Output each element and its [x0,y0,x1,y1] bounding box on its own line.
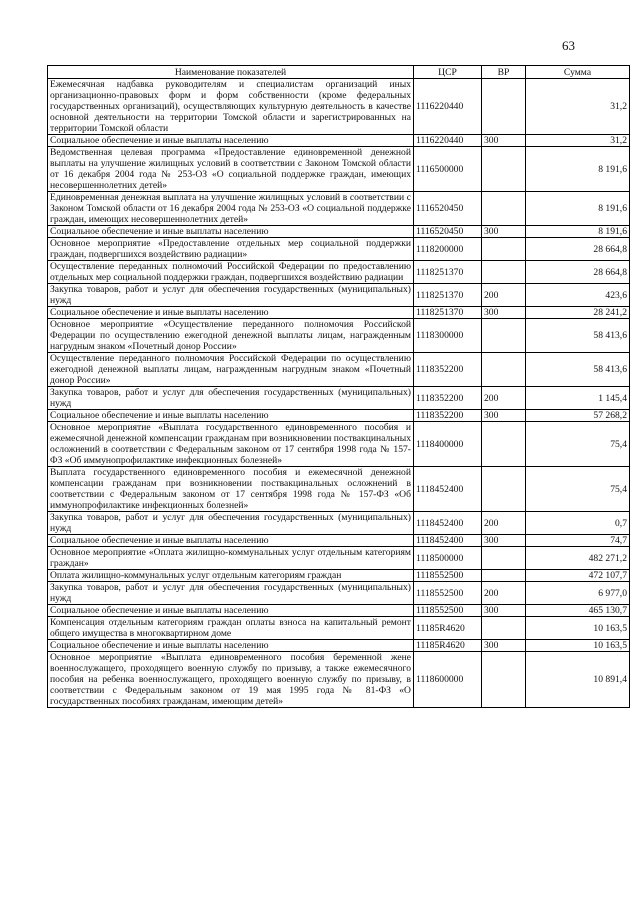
row-vr-cell [482,547,526,570]
row-code-cell: 1118600000 [414,652,482,708]
table-row [48,582,630,605]
row-name-cell: Социальное обеспечение и иные выплаты населению [48,135,414,147]
header-name: Наименование показателей [48,66,414,79]
row-sum-cell: 482 271,2 [526,547,630,570]
row-name-cell: Ежемесячная надбавка руководителям и специалистам организаций иных организационно-правовых форм и форм собственности (кроме федеральных государственных организаций), осуществляющих культурную деятельность в качестве основной деятельности на территории Томской области и зарегистрированных на территории Томской области [48,79,414,135]
row-code-cell: 11185R4620 [414,617,482,640]
row-sum-cell: 28 241,2 [526,307,630,319]
header-sum: Сумма [526,66,630,79]
table-row [48,238,630,261]
row-sum-cell: 28 664,8 [526,261,630,284]
table-row [48,547,630,570]
row-vr-cell: 300 [482,135,526,147]
row-code-cell: 1118352200 [414,353,482,387]
row-vr-cell [482,238,526,261]
row-code-cell: 1118452400 [414,467,482,512]
row-sum-cell: 31,2 [526,79,630,135]
row-vr-cell: 300 [482,605,526,617]
row-sum-cell: 28 664,8 [526,238,630,261]
table-row [48,307,630,319]
row-sum-cell: 74,7 [526,535,630,547]
row-code-cell: 1118400000 [414,422,482,467]
row-code-cell: 1118251370 [414,261,482,284]
row-sum-cell: 31,2 [526,135,630,147]
row-code-cell: 1118500000 [414,547,482,570]
row-vr-cell: 300 [482,226,526,238]
row-code-cell: 1118552500 [414,582,482,605]
table-header-row [48,66,630,79]
row-sum-cell: 0,7 [526,512,630,535]
table-row [48,467,630,512]
row-vr-cell: 200 [482,284,526,307]
table-row [48,226,630,238]
row-sum-cell: 465 130,7 [526,605,630,617]
row-code-cell: 1116220440 [414,135,482,147]
row-sum-cell: 1 145,4 [526,387,630,410]
row-code-cell: 1118300000 [414,319,482,353]
table-row [48,605,630,617]
row-vr-cell: 300 [482,307,526,319]
row-name-cell: Оплата жилищно-коммунальных услуг отдельным категориям граждан [48,570,414,582]
row-name-cell: Компенсация отдельным категориям граждан оплаты взноса на капитальный ремонт общего имущества в многоквартирном доме [48,617,414,640]
row-vr-cell [482,617,526,640]
row-vr-cell [482,192,526,226]
row-name-cell: Выплата государственного единовременного пособия и ежемесячной денежной компенсации гражданам при возникновении поствакцинальных осложнений в соответствии с Федеральным законом от 17 сентября 1998 года № 157-ФЗ «Об иммунопрофилактике инфекционных болезней» [48,467,414,512]
row-code-cell: 1118452400 [414,512,482,535]
row-code-cell: 1118251370 [414,284,482,307]
table-row [48,535,630,547]
row-sum-cell: 75,4 [526,467,630,512]
row-sum-cell: 8 191,6 [526,226,630,238]
table-row [48,319,630,353]
table-row [48,284,630,307]
row-code-cell: 1118552500 [414,605,482,617]
row-sum-cell: 10 163,5 [526,640,630,652]
row-vr-cell [482,261,526,284]
row-vr-cell: 200 [482,512,526,535]
budget-table [47,65,630,708]
row-sum-cell: 10 163,5 [526,617,630,640]
page-number: 63 [562,38,575,53]
row-sum-cell: 58 413,6 [526,353,630,387]
row-sum-cell: 58 413,6 [526,319,630,353]
row-name-cell: Закупка товаров, работ и услуг для обеспечения государственных (муниципальных) нужд [48,582,414,605]
table-row [48,192,630,226]
row-code-cell: 1116520450 [414,226,482,238]
row-sum-cell: 75,4 [526,422,630,467]
row-name-cell: Основное мероприятие «Выплата единовременного пособия беременной жене военнослужащего, проходящего военную службу по призыву, а также ежемесячного пособия на ребенка военнослужащего, проходящего военную службу по призыву, в соответствии с Федеральным законом от 19 мая 1995 года № 81-ФЗ «О государственных пособиях гражданам, имеющим детей» [48,652,414,708]
row-sum-cell: 10 891,4 [526,652,630,708]
row-sum-cell: 6 977,0 [526,582,630,605]
row-code-cell: 1118452400 [414,535,482,547]
table-row [48,387,630,410]
header-code: ЦСР [414,66,482,79]
row-vr-cell [482,319,526,353]
row-code-cell: 1116220440 [414,79,482,135]
table-row [48,617,630,640]
table-row [48,147,630,192]
row-vr-cell [482,570,526,582]
row-sum-cell: 57 268,2 [526,410,630,422]
row-name-cell: Социальное обеспечение и иные выплаты населению [48,307,414,319]
table-row [48,422,630,467]
row-name-cell: Социальное обеспечение и иные выплаты населению [48,605,414,617]
row-sum-cell: 8 191,6 [526,192,630,226]
table-row [48,79,630,135]
row-name-cell: Закупка товаров, работ и услуг для обеспечения государственных (муниципальных) нужд [48,512,414,535]
header-vr: ВР [482,66,526,79]
row-vr-cell: 200 [482,582,526,605]
row-vr-cell [482,467,526,512]
table-row [48,652,630,708]
row-name-cell: Основное мероприятие «Оплата жилищно-коммунальных услуг отдельным категориям граждан» [48,547,414,570]
table-row [48,570,630,582]
row-name-cell: Единовременная денежная выплата на улучшение жилищных условий в соответствии с Законом Томской области от 16 декабря 2004 года № 253-ОЗ «О социальной поддержке граждан, имеющих несовершеннолетних детей» [48,192,414,226]
row-name-cell: Основное мероприятие «Осуществление переданного полномочия Российской Федерации по осуществлению ежегодной денежной выплаты лицам, награжденным нагрудным знаком «Почетный донор России» [48,319,414,353]
row-name-cell: Основное мероприятие «Выплата государственного единовременного пособия и ежемесячной денежной компенсации гражданам при возникновении поствакцинальных осложнений в соответствии с Федеральным законом от 17 сентября 1998 года № 157-ФЗ «Об иммунопрофилактике инфекционных болезней» [48,422,414,467]
row-name-cell: Социальное обеспечение и иные выплаты населению [48,226,414,238]
row-vr-cell: 300 [482,640,526,652]
row-code-cell: 1118200000 [414,238,482,261]
row-name-cell: Закупка товаров, работ и услуг для обеспечения государственных (муниципальных) нужд [48,284,414,307]
table-row [48,410,630,422]
row-sum-cell: 8 191,6 [526,147,630,192]
row-vr-cell [482,422,526,467]
row-sum-cell: 423,6 [526,284,630,307]
table-row [48,353,630,387]
row-vr-cell [482,652,526,708]
table-row [48,135,630,147]
row-code-cell: 1118251370 [414,307,482,319]
row-vr-cell [482,79,526,135]
row-vr-cell: 300 [482,410,526,422]
row-code-cell: 11185R4620 [414,640,482,652]
row-code-cell: 1116500000 [414,147,482,192]
table-body [48,79,630,708]
row-name-cell: Основное мероприятие «Предоставление отдельных мер социальной поддержки граждан, подвергшихся воздействию радиации» [48,238,414,261]
row-vr-cell [482,147,526,192]
row-vr-cell [482,353,526,387]
row-name-cell: Ведомственная целевая программа «Предоставление единовременной денежной выплаты на улучшение жилищных условий в соответствии с Законом Томской области от 16 декабря 2004 года № 253-ОЗ «О социальной поддержке граждан, имеющих несовершеннолетних детей» [48,147,414,192]
table-row [48,640,630,652]
row-vr-cell: 300 [482,535,526,547]
row-sum-cell: 472 107,7 [526,570,630,582]
row-code-cell: 1116520450 [414,192,482,226]
row-vr-cell: 200 [482,387,526,410]
table-row [48,512,630,535]
row-code-cell: 1118352200 [414,410,482,422]
row-name-cell: Осуществление переданного полномочия Российской Федерации по осуществлению ежегодной денежной выплаты лицам, награжденным нагрудным знаком «Почетный донор России» [48,353,414,387]
row-name-cell: Социальное обеспечение и иные выплаты населению [48,640,414,652]
row-code-cell: 1118552500 [414,570,482,582]
row-name-cell: Закупка товаров, работ и услуг для обеспечения государственных (муниципальных) нужд [48,387,414,410]
table-row [48,261,630,284]
row-name-cell: Социальное обеспечение и иные выплаты населению [48,410,414,422]
row-name-cell: Осуществление переданных полномочий Российской Федерации по предоставлению отдельных мер социальной поддержки граждан, подвергшихся воздействию радиации [48,261,414,284]
row-code-cell: 1118352200 [414,387,482,410]
row-name-cell: Социальное обеспечение и иные выплаты населению [48,535,414,547]
